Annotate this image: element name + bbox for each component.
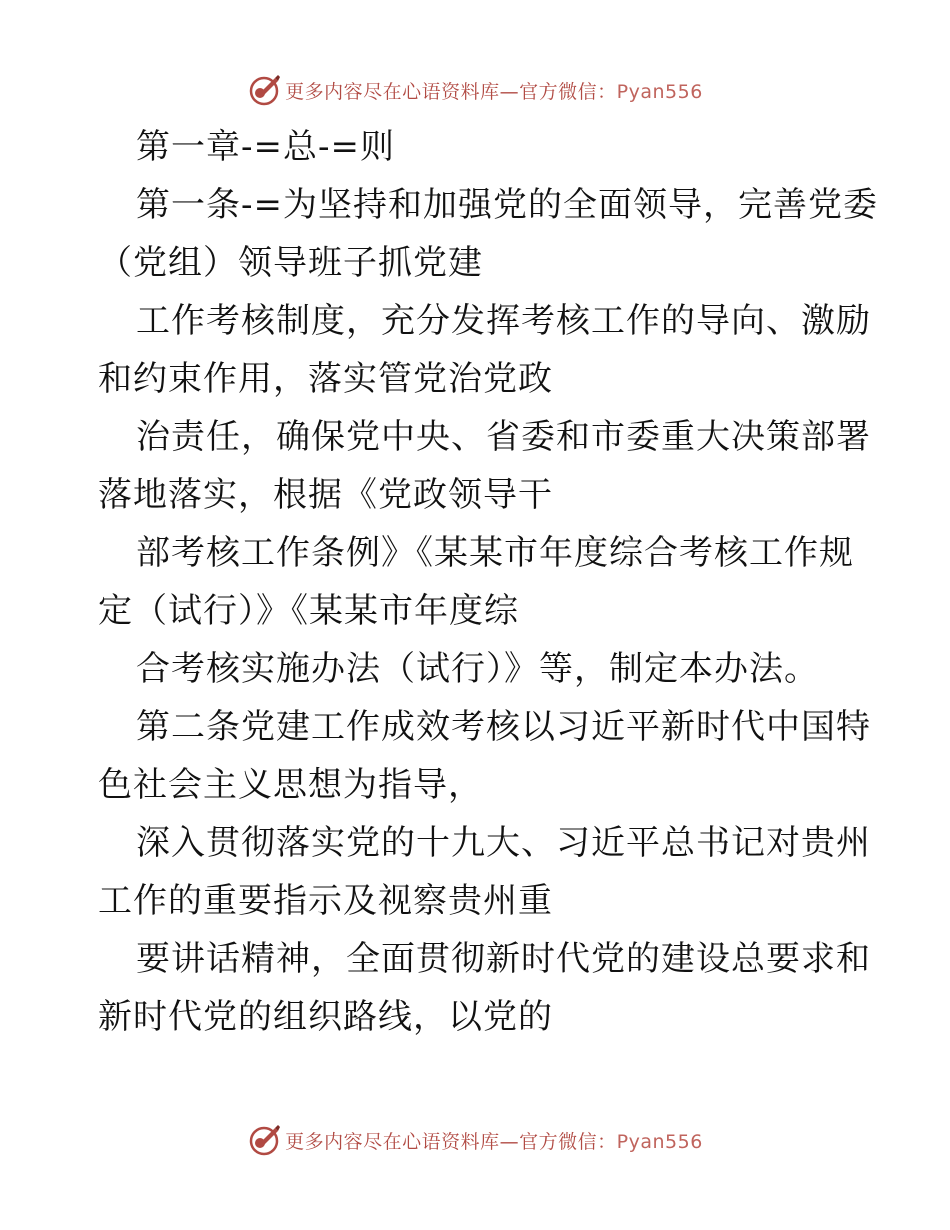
watermark-group <box>247 1123 703 1157</box>
footer-watermark <box>0 1120 950 1160</box>
watermark-group <box>247 73 703 107</box>
text-line: 定（试行）》《某某市年度综 <box>98 591 519 631</box>
document-body <box>98 118 878 1046</box>
text-line: 部考核工作条例》《某某市年度综合考核工作规 <box>136 533 854 573</box>
watermark-text: 更多内容尽在心语资料库—官方微信：Pyan556 <box>285 1130 703 1153</box>
pen-logo-icon <box>247 1123 281 1157</box>
text-line: 深入贯彻落实党的十九大、习近平总书记对贵州 <box>136 823 871 863</box>
pen-logo-icon <box>247 73 281 107</box>
text-line: 要讲话精神，全面贯彻新时代党的建设总要求和 <box>136 939 871 979</box>
text-line: 新时代党的组织路线，以党的 <box>98 997 553 1037</box>
text-line: 落地落实，根据《党政领导干 <box>98 475 553 515</box>
header-watermark <box>0 70 950 110</box>
text-line: 和约束作用，落实管党治党政 <box>98 359 553 399</box>
text-line: （党组）领导班子抓党建 <box>98 243 483 283</box>
text-line: 色社会主义思想为指导， <box>98 765 483 805</box>
text-line: 第二条党建工作成效考核以习近平新时代中国特 <box>136 707 871 747</box>
text-line: 第一章-=总-=则 <box>136 127 395 167</box>
text-line: 工作考核制度，充分发挥考核工作的导向、激励 <box>136 301 871 341</box>
watermark-text: 更多内容尽在心语资料库—官方微信：Pyan556 <box>285 80 703 103</box>
text-line: 工作的重要指示及视察贵州重 <box>98 881 553 921</box>
text-line: 合考核实施办法（试行）》等，制定本办法。 <box>136 649 819 689</box>
text-line: 第一条-=为坚持和加强党的全面领导，完善党委 <box>136 185 878 225</box>
text-line: 治责任，确保党中央、省委和市委重大决策部署 <box>136 417 871 457</box>
